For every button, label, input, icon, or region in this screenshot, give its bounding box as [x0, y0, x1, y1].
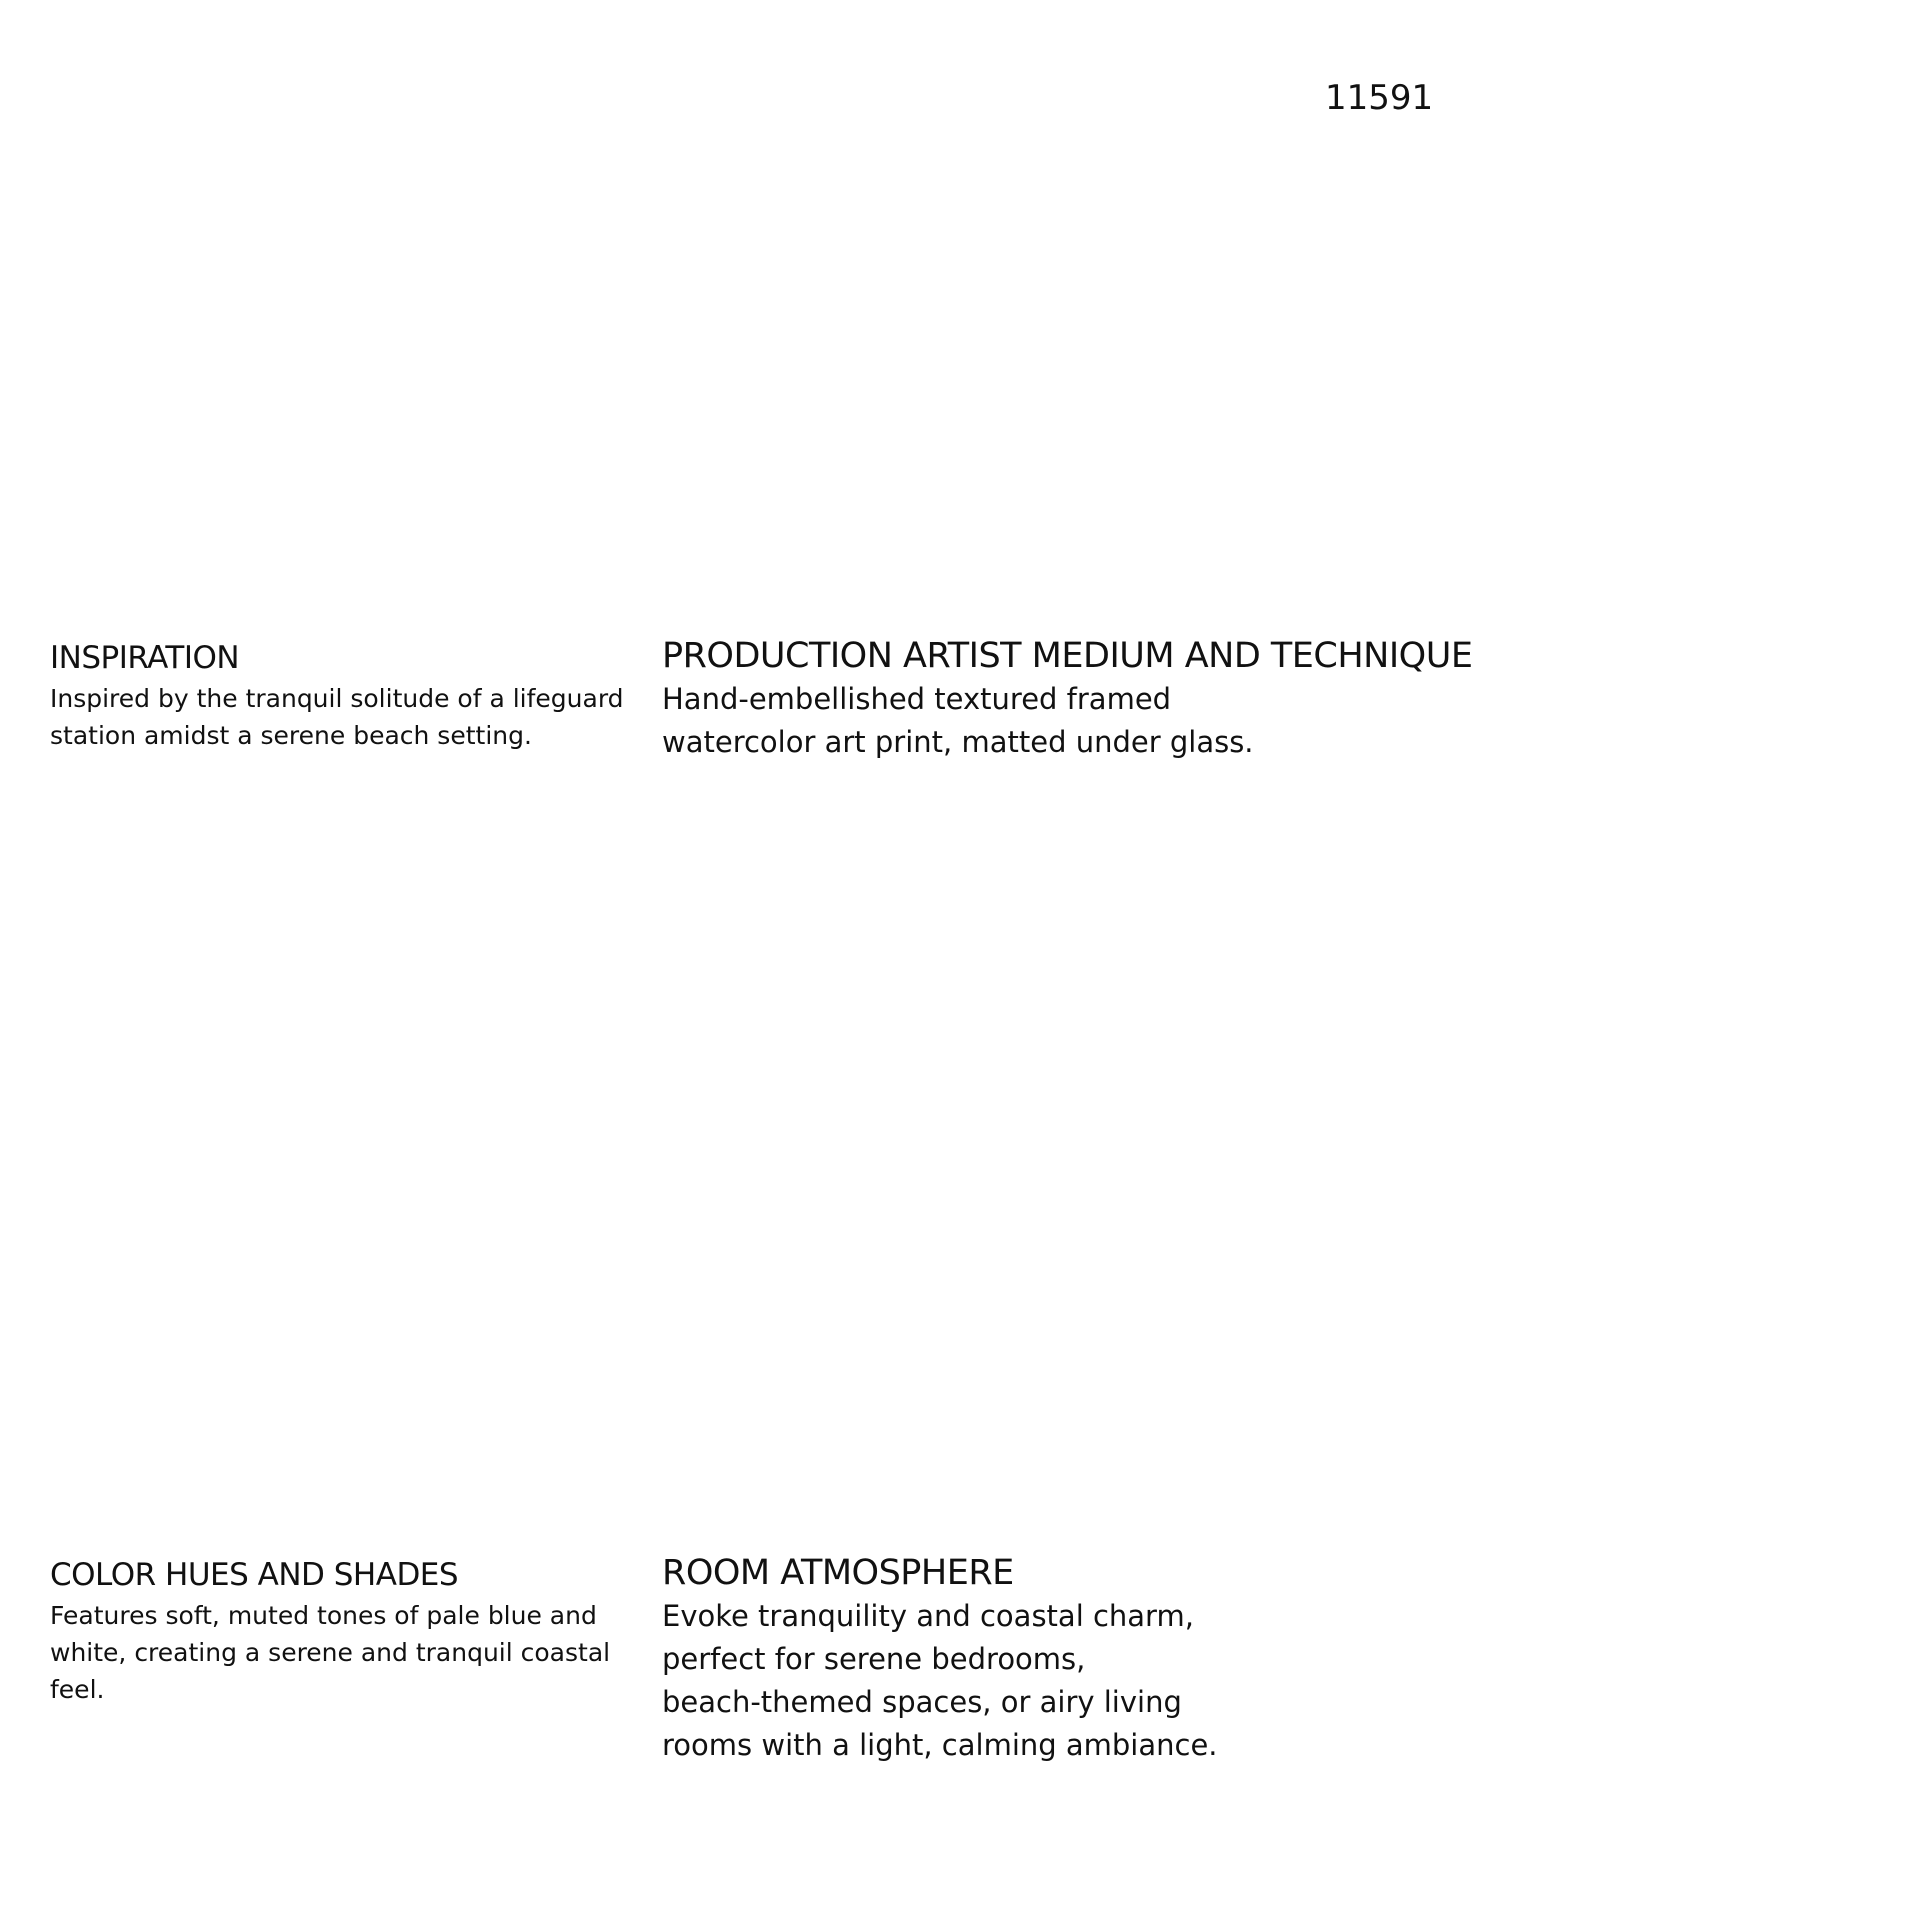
color-text: [50, 1597, 630, 1708]
room-atmosphere-text: [662, 1595, 1222, 1767]
color-line: feel.: [50, 1675, 105, 1704]
inspiration-section: [50, 636, 630, 754]
inspiration-heading: INSPIRATION: [50, 640, 240, 676]
room-atmosphere-heading: ROOM ATMOSPHERE: [662, 1553, 1014, 1593]
medium-technique-line: watercolor art print, matted under glass.: [662, 725, 1254, 759]
medium-technique-text: [662, 678, 1262, 764]
room-atmosphere-section: [662, 1551, 1442, 1767]
inspiration-line: station amidst a serene beach setting.: [50, 721, 532, 750]
inspiration-line: Inspired by the tranquil solitude of a lifeguard: [50, 684, 624, 713]
color-line: Features soft, muted tones of pale blue and: [50, 1601, 597, 1630]
medium-technique-heading: PRODUCTION ARTIST MEDIUM AND TECHNIQUE: [662, 636, 1473, 676]
inspiration-text: [50, 680, 630, 754]
room-atmosphere-line: beach-themed spaces, or airy living: [662, 1685, 1182, 1719]
room-atmosphere-line: Evoke tranquility and coastal charm,: [662, 1599, 1194, 1633]
room-atmosphere-line: rooms with a light, calming ambiance.: [662, 1728, 1218, 1762]
color-line: white, creating a serene and tranquil coastal: [50, 1638, 611, 1667]
room-atmosphere-line: perfect for serene bedrooms,: [662, 1642, 1086, 1676]
medium-technique-line: Hand-embellished textured framed: [662, 682, 1172, 716]
product-number: 11591: [1325, 78, 1434, 118]
color-section: [50, 1553, 630, 1708]
color-heading: COLOR HUES AND SHADES: [50, 1557, 459, 1593]
medium-technique-section: [662, 634, 1473, 764]
